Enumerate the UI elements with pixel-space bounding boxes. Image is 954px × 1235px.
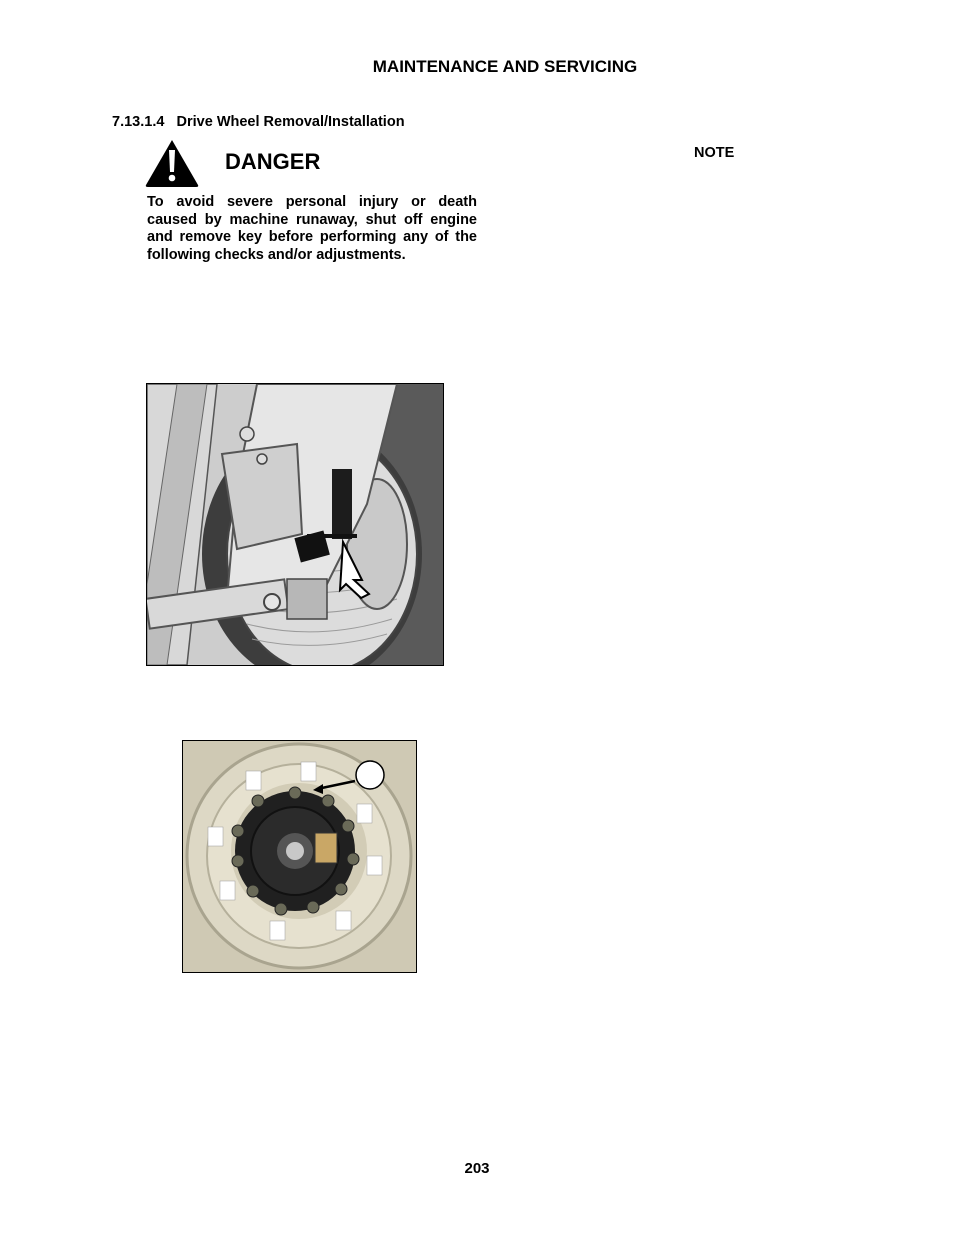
page-number: 203: [464, 1160, 490, 1177]
warning-triangle-icon: [144, 138, 200, 188]
note-label: NOTE: [694, 145, 735, 161]
wheel-hub-figure: [182, 740, 417, 973]
callout-circle: [356, 761, 384, 789]
drive-wheel-illustration: [147, 384, 443, 665]
section-title: Drive Wheel Removal/Installation: [176, 114, 405, 130]
page-header: MAINTENANCE AND SERVICING: [372, 57, 638, 76]
drive-wheel-figure: [146, 383, 444, 666]
section-number: 7.13.1.4: [112, 114, 165, 130]
wheel-hub-photo: [183, 741, 416, 972]
danger-title: DANGER: [225, 149, 321, 174]
danger-message: To avoid severe personal injury or death caused by machine runaway, shut off engine and remove key before performing any of the following checks and/or adjustments.: [147, 194, 477, 263]
section-heading: [112, 114, 405, 130]
